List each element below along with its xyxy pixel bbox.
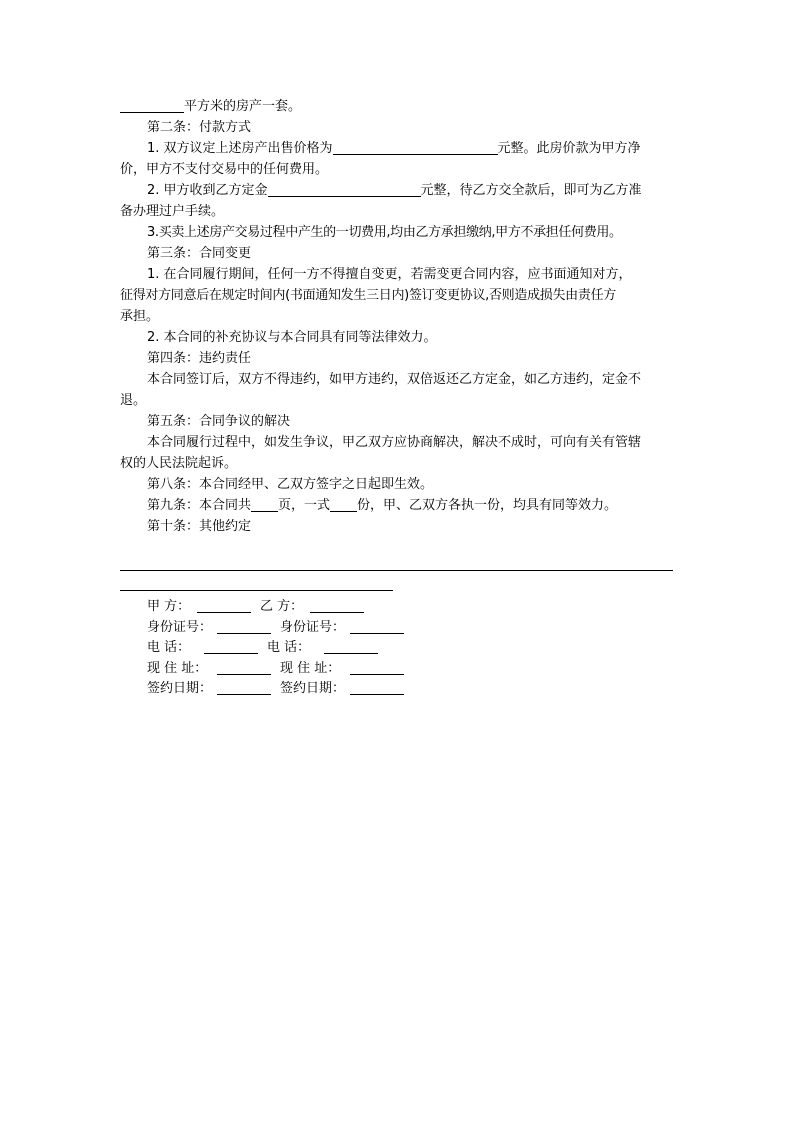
blank-deposit bbox=[268, 181, 421, 197]
signature-row bbox=[147, 597, 404, 618]
blank-id-b bbox=[350, 618, 404, 634]
address-a-label: 现 住 址： bbox=[147, 660, 208, 676]
text-line: 承担。 bbox=[120, 309, 160, 324]
price-clause-end: 元整。此房价款为甲方净 bbox=[497, 141, 641, 156]
blank-party-b bbox=[310, 597, 364, 613]
signature-row bbox=[147, 679, 404, 700]
deposit-clause-end: 元整，待乙方交全款后，即可为乙方准 bbox=[420, 183, 642, 198]
text-line bbox=[120, 96, 676, 117]
blank-phone-a bbox=[204, 638, 258, 654]
section-heading: 第四条：违约责任 bbox=[147, 351, 252, 366]
text-line: 权的人民法院起诉。 bbox=[120, 456, 238, 471]
text-line bbox=[120, 495, 676, 516]
text-line: 备办理过户手续。 bbox=[120, 204, 225, 219]
text-line bbox=[120, 180, 676, 201]
copies-clause-end: 份，甲、乙双方各执一份，均具有同等效力。 bbox=[357, 498, 618, 513]
blank-copies bbox=[330, 496, 357, 512]
signature-row bbox=[147, 659, 404, 680]
blank-other-terms-line-2 bbox=[120, 590, 393, 591]
section-heading: 第三条：合同变更 bbox=[147, 246, 252, 261]
party-b-label: 乙 方： bbox=[260, 599, 304, 614]
price-clause: 1. 双方议定上述房产出售价格为 bbox=[147, 141, 333, 156]
signature-row bbox=[147, 638, 404, 659]
text-line: 退。 bbox=[120, 393, 147, 408]
text-line: 1. 在合同履行期间，任何一方不得擅自变更，若需变更合同内容，应书面通知对方， bbox=[147, 267, 632, 282]
date-b-label: 签约日期： bbox=[280, 681, 346, 696]
blank-date-b bbox=[350, 679, 404, 695]
id-b-label: 身份证号： bbox=[280, 619, 346, 635]
deposit-clause: 2. 甲方收到乙方定金 bbox=[147, 183, 268, 198]
text-line: 2. 本合同的补充协议与本合同具有同等法律效力。 bbox=[147, 330, 437, 345]
signature-row bbox=[147, 618, 404, 639]
text-line: 征得对方同意后在规定时间内(书面通知发生三日内)签订变更协议,否则造成损失由责任方 bbox=[120, 288, 616, 303]
copies-clause: 页，一式 bbox=[278, 498, 331, 513]
blank-other-terms-line-1 bbox=[120, 570, 673, 571]
blank-address-b bbox=[350, 659, 404, 675]
id-a-label: 身份证号： bbox=[147, 619, 213, 635]
text-line: 本合同履行过程中，如发生争议，甲乙双方应协商解决，解决不成时，可向有关有管辖 bbox=[147, 435, 642, 450]
blank-pages bbox=[251, 496, 278, 512]
party-a-label: 甲 方： bbox=[147, 599, 191, 614]
pages-clause: 第九条：本合同共 bbox=[147, 498, 252, 513]
blank-party-a bbox=[197, 597, 251, 613]
section-heading: 第五条：合同争议的解决 bbox=[147, 414, 291, 429]
address-b-label: 现 住 址： bbox=[280, 660, 341, 676]
phone-b-label: 电 话： bbox=[267, 640, 311, 655]
text-line: 本合同签订后，双方不得违约，如甲方违约，双倍返还乙方定金，如乙方违约，定金不 bbox=[147, 372, 642, 387]
contract-body bbox=[120, 96, 676, 537]
signature-block bbox=[147, 597, 404, 700]
section-heading: 第二条：付款方式 bbox=[147, 120, 252, 135]
section-heading: 第十条：其他约定 bbox=[147, 519, 252, 534]
date-a-label: 签约日期： bbox=[147, 681, 213, 696]
text-line: 3.买卖上述房产交易过程中产生的一切费用,均由乙方承担缴纳,甲方不承担任何费用。 bbox=[147, 225, 622, 240]
blank-id-a bbox=[217, 618, 271, 634]
text-line: 第八条：本合同经甲、乙双方签字之日起即生效。 bbox=[147, 477, 434, 492]
text-line: 价，甲方不支付交易中的任何费用。 bbox=[120, 162, 329, 177]
phone-a-label: 电 话： bbox=[147, 640, 191, 655]
blank-date-a bbox=[217, 679, 271, 695]
blank-address-a bbox=[217, 659, 271, 675]
blank-price bbox=[333, 139, 498, 155]
blank-phone-b bbox=[324, 638, 378, 654]
blank-area bbox=[120, 97, 184, 113]
area-text: 平方米的房产一套。 bbox=[184, 99, 302, 114]
text-line bbox=[120, 138, 676, 159]
